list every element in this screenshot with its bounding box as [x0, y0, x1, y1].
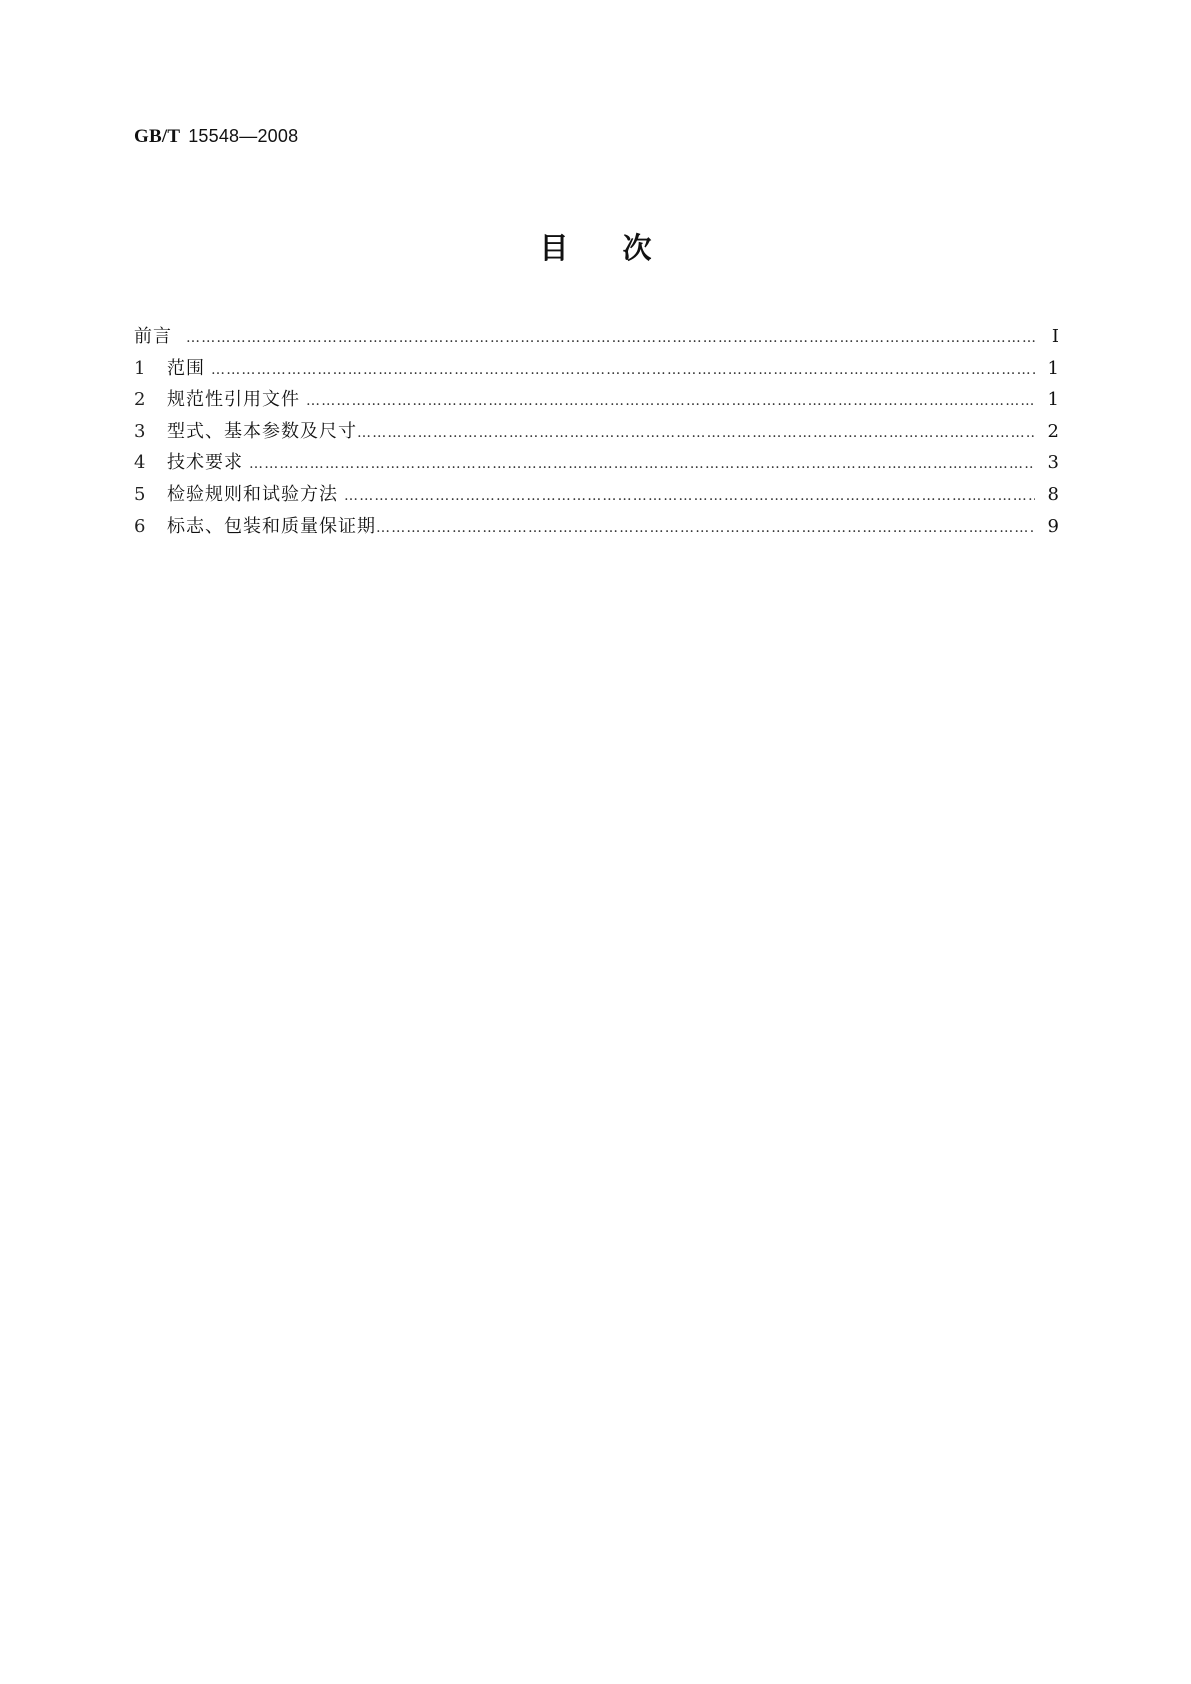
toc-entry-number: 1: [134, 357, 146, 379]
toc-entry-page: 3: [1047, 452, 1059, 474]
toc-entry-leader: [376, 516, 1035, 540]
toc-entry-label: 技术要求: [167, 452, 243, 474]
toc-entry-number: 2: [134, 389, 146, 411]
toc-entry-3[interactable]: [134, 420, 1059, 452]
toc-entry-leader: [211, 358, 1035, 382]
toc-title: [0, 228, 1191, 268]
document-code-prefix: GB/T: [134, 126, 181, 147]
toc-entry-leader: [249, 452, 1035, 476]
toc-entry-page: Ⅰ: [1051, 326, 1059, 347]
toc-entry-number: 4: [134, 452, 146, 474]
toc-entry-page: 2: [1047, 420, 1059, 442]
toc-title-char-2: 次: [622, 231, 652, 265]
toc-entry-label: 规范性引用文件: [167, 389, 300, 411]
toc-entry-leader: [306, 389, 1035, 413]
toc-entry-label: 前言: [134, 326, 172, 347]
toc-entry-leader: [357, 421, 1035, 445]
toc-entry-2[interactable]: [134, 388, 1059, 420]
toc-entry-6[interactable]: [134, 515, 1059, 547]
toc-entry-page: 1: [1047, 389, 1059, 411]
toc-entry-5[interactable]: [134, 483, 1059, 515]
toc-entry-page: 1: [1047, 357, 1059, 379]
toc-entry-label: 标志、包装和质量保证期: [167, 515, 376, 537]
toc-entry-label: 范围: [167, 357, 205, 379]
toc-title-char-1: 目: [539, 231, 569, 265]
toc-entry-preface[interactable]: [134, 325, 1059, 357]
toc-entry-page: 9: [1047, 515, 1059, 537]
document-code: [134, 124, 298, 149]
toc-entry-label: 型式、基本参数及尺寸: [167, 420, 357, 442]
toc-entry-1[interactable]: [134, 357, 1059, 389]
toc-entry-leader: [186, 326, 1035, 350]
toc-entry-number: 5: [134, 483, 146, 505]
toc-entry-leader: [344, 484, 1035, 508]
toc-entry-number: 6: [134, 515, 146, 537]
toc-list: [134, 325, 1059, 546]
toc-entry-4[interactable]: [134, 451, 1059, 483]
document-code-number: 15548—2008: [188, 126, 299, 146]
toc-entry-number: 3: [134, 420, 146, 442]
toc-entry-label: 检验规则和试验方法: [167, 483, 338, 505]
toc-entry-page: 8: [1047, 483, 1059, 505]
